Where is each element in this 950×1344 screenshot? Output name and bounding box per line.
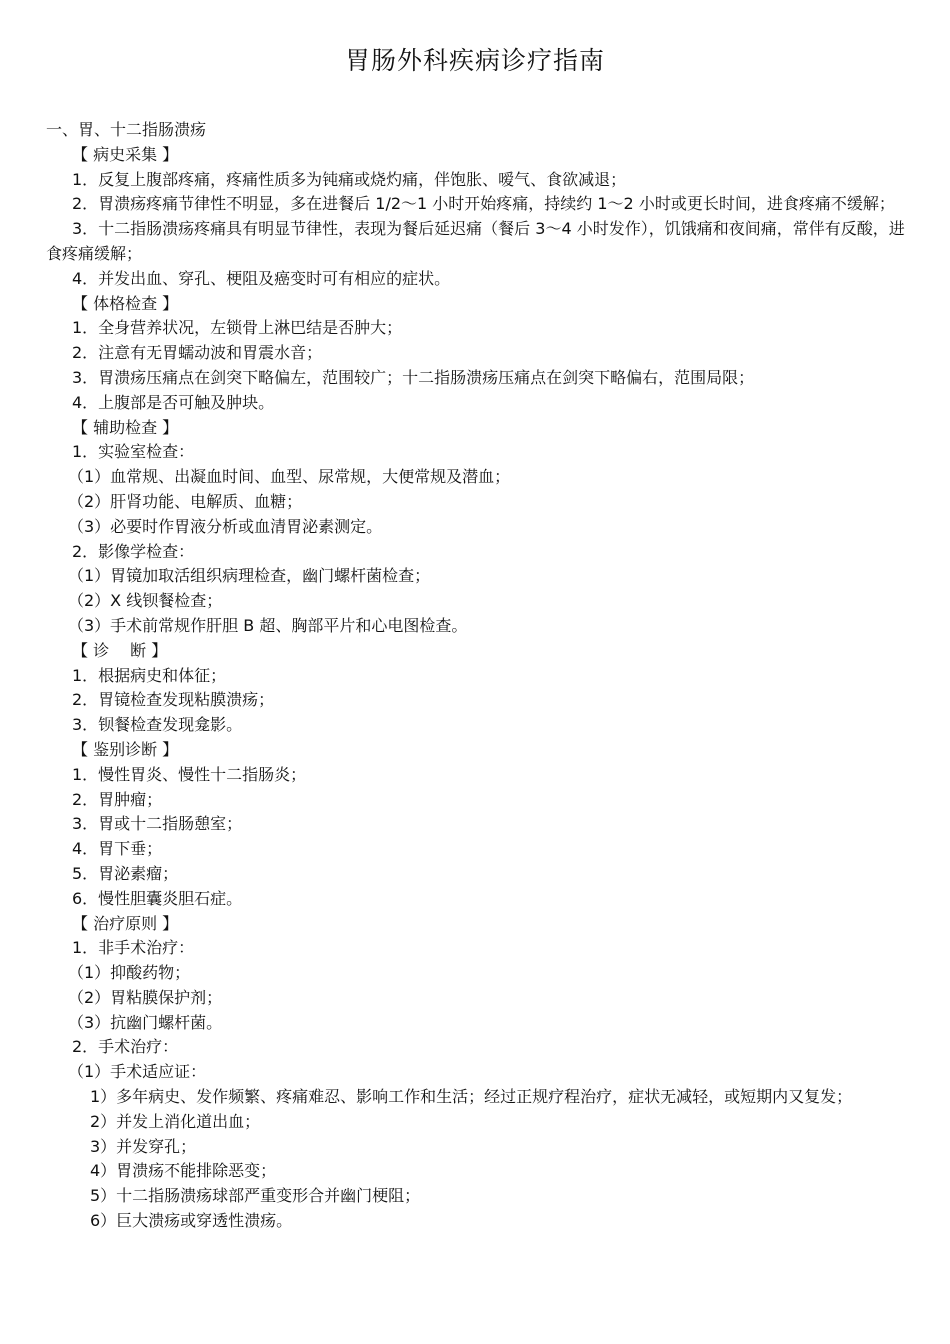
- history-item: 4．并发出血、穿孔、梗阻及癌变时可有相应的症状。: [72, 268, 451, 288]
- lab-item: （3）必要时作胃液分析或血清胃泌素测定。: [68, 516, 383, 536]
- differential-heading: 【 鉴别诊断 】: [72, 739, 179, 759]
- section-heading: 一、胃、十二指肠溃疡: [46, 120, 207, 139]
- indication-item: 4）胃溃疡不能排除恶变；: [90, 1161, 277, 1181]
- differential-item: 3．胃或十二指肠憩室；: [72, 814, 243, 834]
- indication-item: 5）十二指肠溃疡球部严重变形合并幽门梗阻；: [90, 1186, 421, 1206]
- non-surgical-item: （2）胃粘膜保护剂；: [68, 987, 223, 1007]
- lab-item: （2）肝肾功能、电解质、血糖；: [68, 491, 303, 511]
- treatment-heading: 【 治疗原则 】: [72, 913, 179, 933]
- physical-item: 1．全身营养状况，左锁骨上淋巴结是否肿大；: [72, 318, 403, 338]
- differential-item: 4．胃下垂；: [72, 839, 163, 859]
- non-surgical-item: （3）抗幽门螺杆菌。: [68, 1012, 223, 1032]
- physical-heading: 【 体格检查 】: [72, 293, 179, 313]
- document-body: [46, 118, 908, 1234]
- imaging-item: （2）X 线钡餐检查；: [68, 591, 223, 611]
- diagnosis-item: 1．根据病史和体征；: [72, 665, 227, 685]
- differential-item: 6．慢性胆囊炎胆石症。: [72, 888, 243, 908]
- history-item: 2．胃溃疡疼痛节律性不明显，多在进餐后 1/2～1 小时开始疼痛，持续约 1～2 小时或更长时间，进食疼痛不缓解；: [72, 194, 895, 214]
- surgical-label: 2．手术治疗：: [72, 1037, 179, 1057]
- auxiliary-heading: 【 辅助检查 】: [72, 417, 179, 437]
- differential-item: 1．慢性胃炎、慢性十二指肠炎；: [72, 764, 307, 784]
- physical-item: 4．上腹部是否可触及肿块。: [72, 392, 275, 412]
- physical-item: 2．注意有无胃蠕动波和胃震水音；: [72, 343, 323, 363]
- indication-item: 3）并发穿孔；: [90, 1136, 197, 1156]
- imaging-item: （3）手术前常规作肝胆 B 超、胸部平片和心电图检查。: [68, 615, 468, 635]
- lab-item: （1）血常规、出凝血时间、血型、尿常规，大便常规及潜血；: [68, 467, 511, 487]
- diagnosis-heading: 【 诊 断 】: [72, 640, 168, 660]
- indication-item: 6）巨大溃疡或穿透性溃疡。: [90, 1211, 293, 1231]
- diagnosis-item: 3．钡餐检查发现龛影。: [72, 715, 243, 735]
- indication-item: 1）多年病史、发作频繁、疼痛难忍、影响工作和生活；经过正规疗程治疗，症状无减轻，或短期内又复发；: [90, 1087, 853, 1107]
- non-surgical-label: 1．非手术治疗：: [72, 938, 195, 958]
- diagnosis-item: 2．胃镜检查发现粘膜溃疡；: [72, 690, 275, 710]
- imaging-item: （1）胃镜加取活组织病理检查，幽门螺杆菌检查；: [68, 566, 431, 586]
- document-title: 胃肠外科疾病诊疗指南: [344, 46, 605, 75]
- history-item: 1．反复上腹部疼痛，疼痛性质多为钝痛或烧灼痛，伴饱胀、嗳气、食欲减退；: [72, 169, 627, 189]
- differential-item: 5．胃泌素瘤；: [72, 863, 179, 883]
- history-heading: 【 病史采集 】: [72, 144, 179, 164]
- history-item: 3．十二指肠溃疡疼痛具有明显节律性，表现为餐后延迟痛（餐后 3～4 小时发作），饥饿痛和夜间痛，常伴有反酸，进食疼痛缓解；: [46, 219, 905, 263]
- indication-item: 2）并发上消化道出血；: [90, 1111, 261, 1131]
- imaging-label: 2．影像学检查：: [72, 541, 195, 561]
- differential-item: 2．胃肿瘤；: [72, 789, 163, 809]
- lab-label: 1．实验室检查：: [72, 442, 195, 462]
- indications-label: （1）手术适应证：: [68, 1062, 207, 1082]
- physical-item: 3．胃溃疡压痛点在剑突下略偏左，范围较广；十二指肠溃疡压痛点在剑突下略偏右，范围局限；: [72, 367, 755, 387]
- non-surgical-item: （1）抑酸药物；: [68, 963, 191, 983]
